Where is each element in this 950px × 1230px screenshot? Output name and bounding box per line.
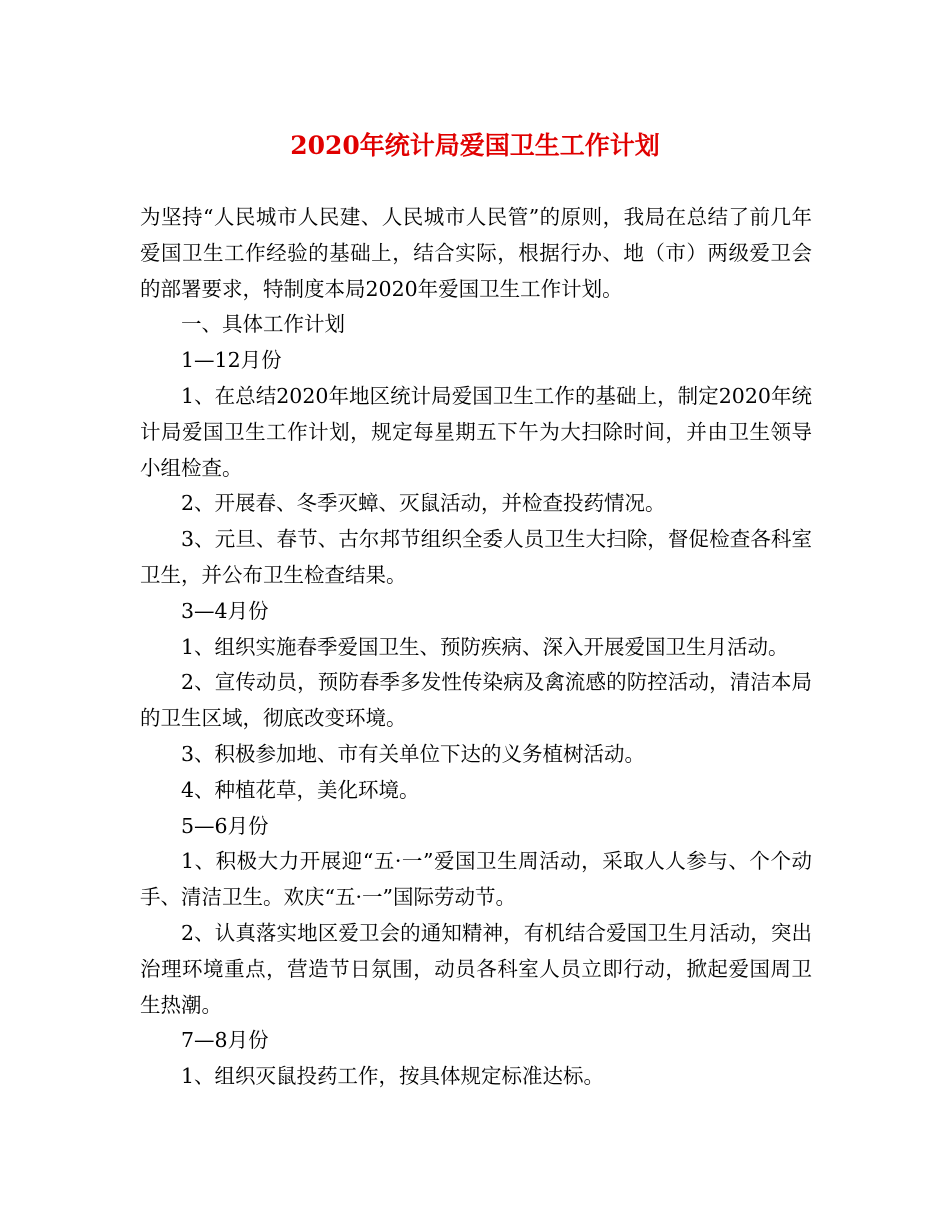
document-title: 2020年统计局爱国卫生工作计划 [290,131,660,160]
plan-item: 3、积极参加地、市有关单位下达的义务植树活动。 [181,741,646,766]
intro-paragraph: 为坚持“人民城市人民建、人民城市人民管”的原则，我局在总结了前几年爱国卫生工作经验的基础上，结合实际，根据行办、地（市）两级爱卫会的部署要求，特制度本局2020年爱国卫生工作计划。 [140,205,812,301]
plan-item: 1、在总结2020年地区统计局爱国卫生工作的基础上，制定2020年统计局爱国卫生工作计划，规定每星期五下午为大扫除时间，并由卫生领导小组检查。 [140,383,812,480]
document-body [140,200,812,1095]
period-heading: 3—4月份 [181,598,269,623]
period-heading: 1—12月份 [181,348,282,373]
plan-item: 1、积极大力开展迎“五·一”爱国卫生周活动，采取人人参与、个个动手、清洁卫生。欢庆“五·一”国际劳动节。 [140,849,812,910]
period-heading: 7—8月份 [181,1028,269,1053]
section-heading-plan: 一、具体工作计划 [181,312,345,337]
plan-item: 2、宣传动员，预防春季多发性传染病及禽流感的防控活动，清洁本局的卫生区域，彻底改变环境。 [140,670,812,731]
period-heading: 5—6月份 [181,813,269,838]
plan-item: 3、元旦、春节、古尔邦节组织全委人员卫生大扫除，督促检查各科室卫生，并公布卫生检查结果。 [140,527,812,587]
plan-item: 2、认真落实地区爱卫会的通知精神，有机结合爱国卫生月活动，突出治理环境重点，营造节日氛围，动员各科室人员立即行动，掀起爱国周卫生热潮。 [140,920,812,1017]
plan-item: 1、组织灭鼠投药工作，按具体规定标准达标。 [181,1064,605,1089]
plan-item: 1、组织实施春季爱国卫生、预防疾病、深入开展爱国卫生月活动。 [181,634,789,659]
plan-item: 2、开展春、冬季灭蟑、灭鼠活动，并检查投药情况。 [181,491,666,516]
plan-item: 4、种植花草，美化环境。 [181,777,420,802]
